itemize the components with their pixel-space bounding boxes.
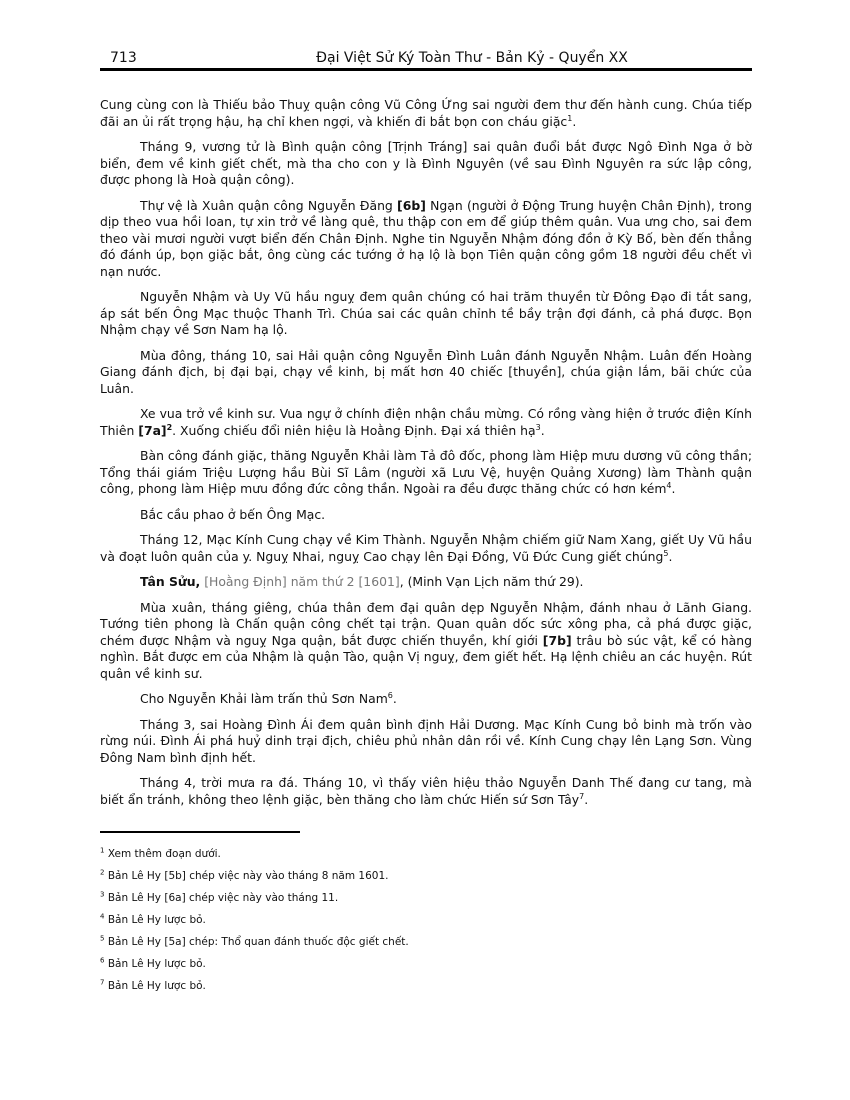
paragraph [100,448,752,498]
page-number: 713 [110,50,137,66]
running-title: Đại Việt Sử Ký Toàn Thư - Bản Kỷ - Quyển XX [316,50,628,66]
text-run: . [392,691,397,706]
text-run: Tân Sửu, [140,574,201,589]
footnote-number: 6 [100,956,105,965]
header-rule [100,68,752,71]
footnote-number: 1 [100,846,105,855]
text-run: Bàn công đánh giặc, thăng Nguyễn Khải làm Tả đô đốc, phong làm Hiệp mưu dương vũ công thần; Tổng thái giám Triệu Lượng hầu Bùi Sĩ Lâm (người xã Lưu Vệ, huyện Quảng Xương) làm Thành quận công, phong làm Hiệp mưu đồng đức công thần. Ngoài ra đều được thăng chức có hơn kém [100,448,752,496]
text-run: Tháng 12, Mạc Kính Cung chạy về Kim Thành. Nguyễn Nhậm chiếm giữ Nam Xang, giết Uy Vũ hầu và đoạt luôn quân của y. Nguỵ Nhai, nguỵ Cao chạy lên Đại Đồng, Vũ Đức Cung giết chúng [100,532,752,564]
text-run: . Xuống chiếu đổi niên hiệu là Hoằng Định. Đại xá thiên hạ [172,422,536,438]
footnote-number: 7 [100,978,105,987]
text-run: [Hoằng Định] năm thứ 2 [1601] [204,574,400,589]
footnote [100,892,752,905]
paragraph [100,717,752,767]
text-run: [7b] [542,632,572,648]
paragraph [100,139,752,189]
footnote [100,980,752,993]
text-run: . [540,422,545,438]
text-run: . [572,113,577,129]
text-run: . [668,548,673,564]
footnotes [100,848,752,1002]
footnote [100,848,752,861]
paragraph [100,532,752,565]
footnote-separator [100,831,300,833]
text-run: . [584,791,589,807]
footnote-text: Bản Lê Hy lược bỏ. [107,958,206,970]
paragraph [100,574,752,591]
paragraph [100,97,752,130]
paragraph [100,507,752,524]
text-run: Tháng 4, trời mưa ra đá. Tháng 10, vì thấy viên hiệu thảo Nguyễn Danh Thế đang cư tang, mà biết ẩn tránh, không theo lệnh giặc, bèn thăng cho làm chức Hiến sứ Sơn Tây [100,775,752,807]
footnote-number: 3 [100,890,105,899]
paragraph [100,289,752,339]
text-run: Mùa đông, tháng 10, sai Hải quận công Nguyễn Đình Luân đánh Nguyễn Nhậm. Luân đến Hoàng Giang đánh địch, bị đại bại, chạy về kinh, bị mất hơn 40 chiếc [thuyền], chúa giận lắm, bãi chức của Luân. [100,347,752,396]
text-run: , (Minh Vạn Lịch năm thứ 29). [399,574,584,589]
text-run: Nguyễn Nhậm và Uy Vũ hầu nguỵ đem quân chúng có hai trăm thuyền từ Đông Đạo đi tắt sang, áp sát bến Ông Mạc thuộc Thanh Trì. Chúa sai các quân chỉnh tề bầy trận đợi đánh, cả phá được. Bọn Nhậm chạy về Sơn Nam hạ lộ. [100,289,752,337]
text-run: Mùa xuân, tháng giêng, chúa thân đem đại quân dẹp Nguyễn Nhậm, đánh nhau ở Lãnh Giang. Tướng tiên phong là Chấn quận công chết tại trận. Quan quân dốc sức xông pha, cả phá được giặc, chém được Nhậm và nguỵ Nga quận, bắt được chiến thuyền, khí giới [100,599,752,648]
text-run: Ngạn (người ở Động Trung huyện Chân Định), trong dịp theo vua hồi loan, tự xin trở về làng quê, thu thập con em để giúp thêm quân. Vua ưng cho, sai đem theo vài mươi người vượt biển đến Chân Định. Nghe tin Nguyễn Nhậm đóng đồn ở Kỳ Bố, bèn đến thẳng đó đánh úp, bọn giặc bắt, ông cùng các tướng ở hạ lộ là bọn Tiên quận công gồm 18 người đều chết vì nạn nước. [100,197,752,279]
text-run: [7a] [138,422,167,438]
footnote-ref: 2 [166,422,173,432]
paragraph [100,348,752,398]
paragraph [100,406,752,439]
paragraph [100,600,752,683]
footnote-text: Bản Lê Hy [6a] chép việc này vào tháng 11. [107,892,339,904]
paragraph [100,691,752,708]
text-run: Cho Nguyễn Khải làm trấn thủ Sơn Nam [140,691,388,706]
text-run: Cung cùng con là Thiếu bảo Thuỵ quận công Vũ Công Ứng sai người đem thư đến hành cung. Chúa tiếp đãi an ủi rất trọng hậu, hạ chỉ khen ngợi, và khiến đi bắt bọn con cháu giặc [100,97,752,129]
footnote [100,958,752,971]
footnote-ref: 6 [387,690,393,700]
text-run: Tháng 9, vương tử là Bình quận công [Trịnh Tráng] sai quân đuổi bắt được Ngô Đình Nga ở bờ biển, đem về kinh giết chết, mà tha cho con y là Đình Nguyên (về sau Đình Nguyên ra sức lập công, được phong là Hoà quận công). [100,139,752,187]
footnote [100,936,752,949]
text-run: Thự vệ là Xuân quận công Nguyễn Đăng [140,197,398,213]
footnote-number: 5 [100,934,105,943]
footnote-number: 4 [100,912,105,921]
paragraph [100,775,752,808]
text-run: . [671,481,676,496]
body-text [100,97,752,817]
footnote-ref: 4 [666,480,672,490]
footnote-number: 2 [100,868,105,877]
text-run: Xe vua trở về kinh sư. Vua ngự ở chính điện nhận chầu mừng. Có rồng vàng hiện ở trước điện Kính Thiên [100,406,752,438]
footnote-text: Xem thêm đoạn dưới. [107,848,221,860]
footnote-text: Bản Lê Hy [5b] chép việc này vào tháng 8 năm 1601. [107,870,389,882]
footnote [100,870,752,883]
text-run: Bắc cầu phao ở bến Ông Mạc. [140,506,326,522]
text-run: trâu bò súc vật, kể có hàng nghìn. Bắt được em của Nhậm là quận Tào, quận Vị nguỵ, đem giết hết. Hạ lệnh chiêu an các huyện. Rút quân về kinh sư. [100,632,752,681]
footnote-text: Bản Lê Hy [5a] chép: Thổ quan đánh thuốc độc giết chết. [107,936,409,948]
footnote [100,914,752,927]
footnote-text: Bản Lê Hy lược bỏ. [107,980,206,992]
footnote-ref: 1 [567,113,573,123]
footnote-ref: 5 [663,548,669,558]
footnote-ref: 7 [579,791,585,801]
footnote-text: Bản Lê Hy lược bỏ. [107,914,206,926]
text-run: Tháng 3, sai Hoàng Đình Ái đem quân bình định Hải Dương. Mạc Kính Cung bỏ binh mà trốn vào rừng núi. Đình Ái phá huỷ dinh trại địch, chiêu phủ nhân dân rồi về. Kính Cung chạy lên Lạng Sơn. Vùng Đông Nam bình định hết. [100,716,752,765]
paragraph [100,198,752,281]
footnote-ref: 3 [535,422,541,432]
text-run: [6b] [397,197,426,213]
